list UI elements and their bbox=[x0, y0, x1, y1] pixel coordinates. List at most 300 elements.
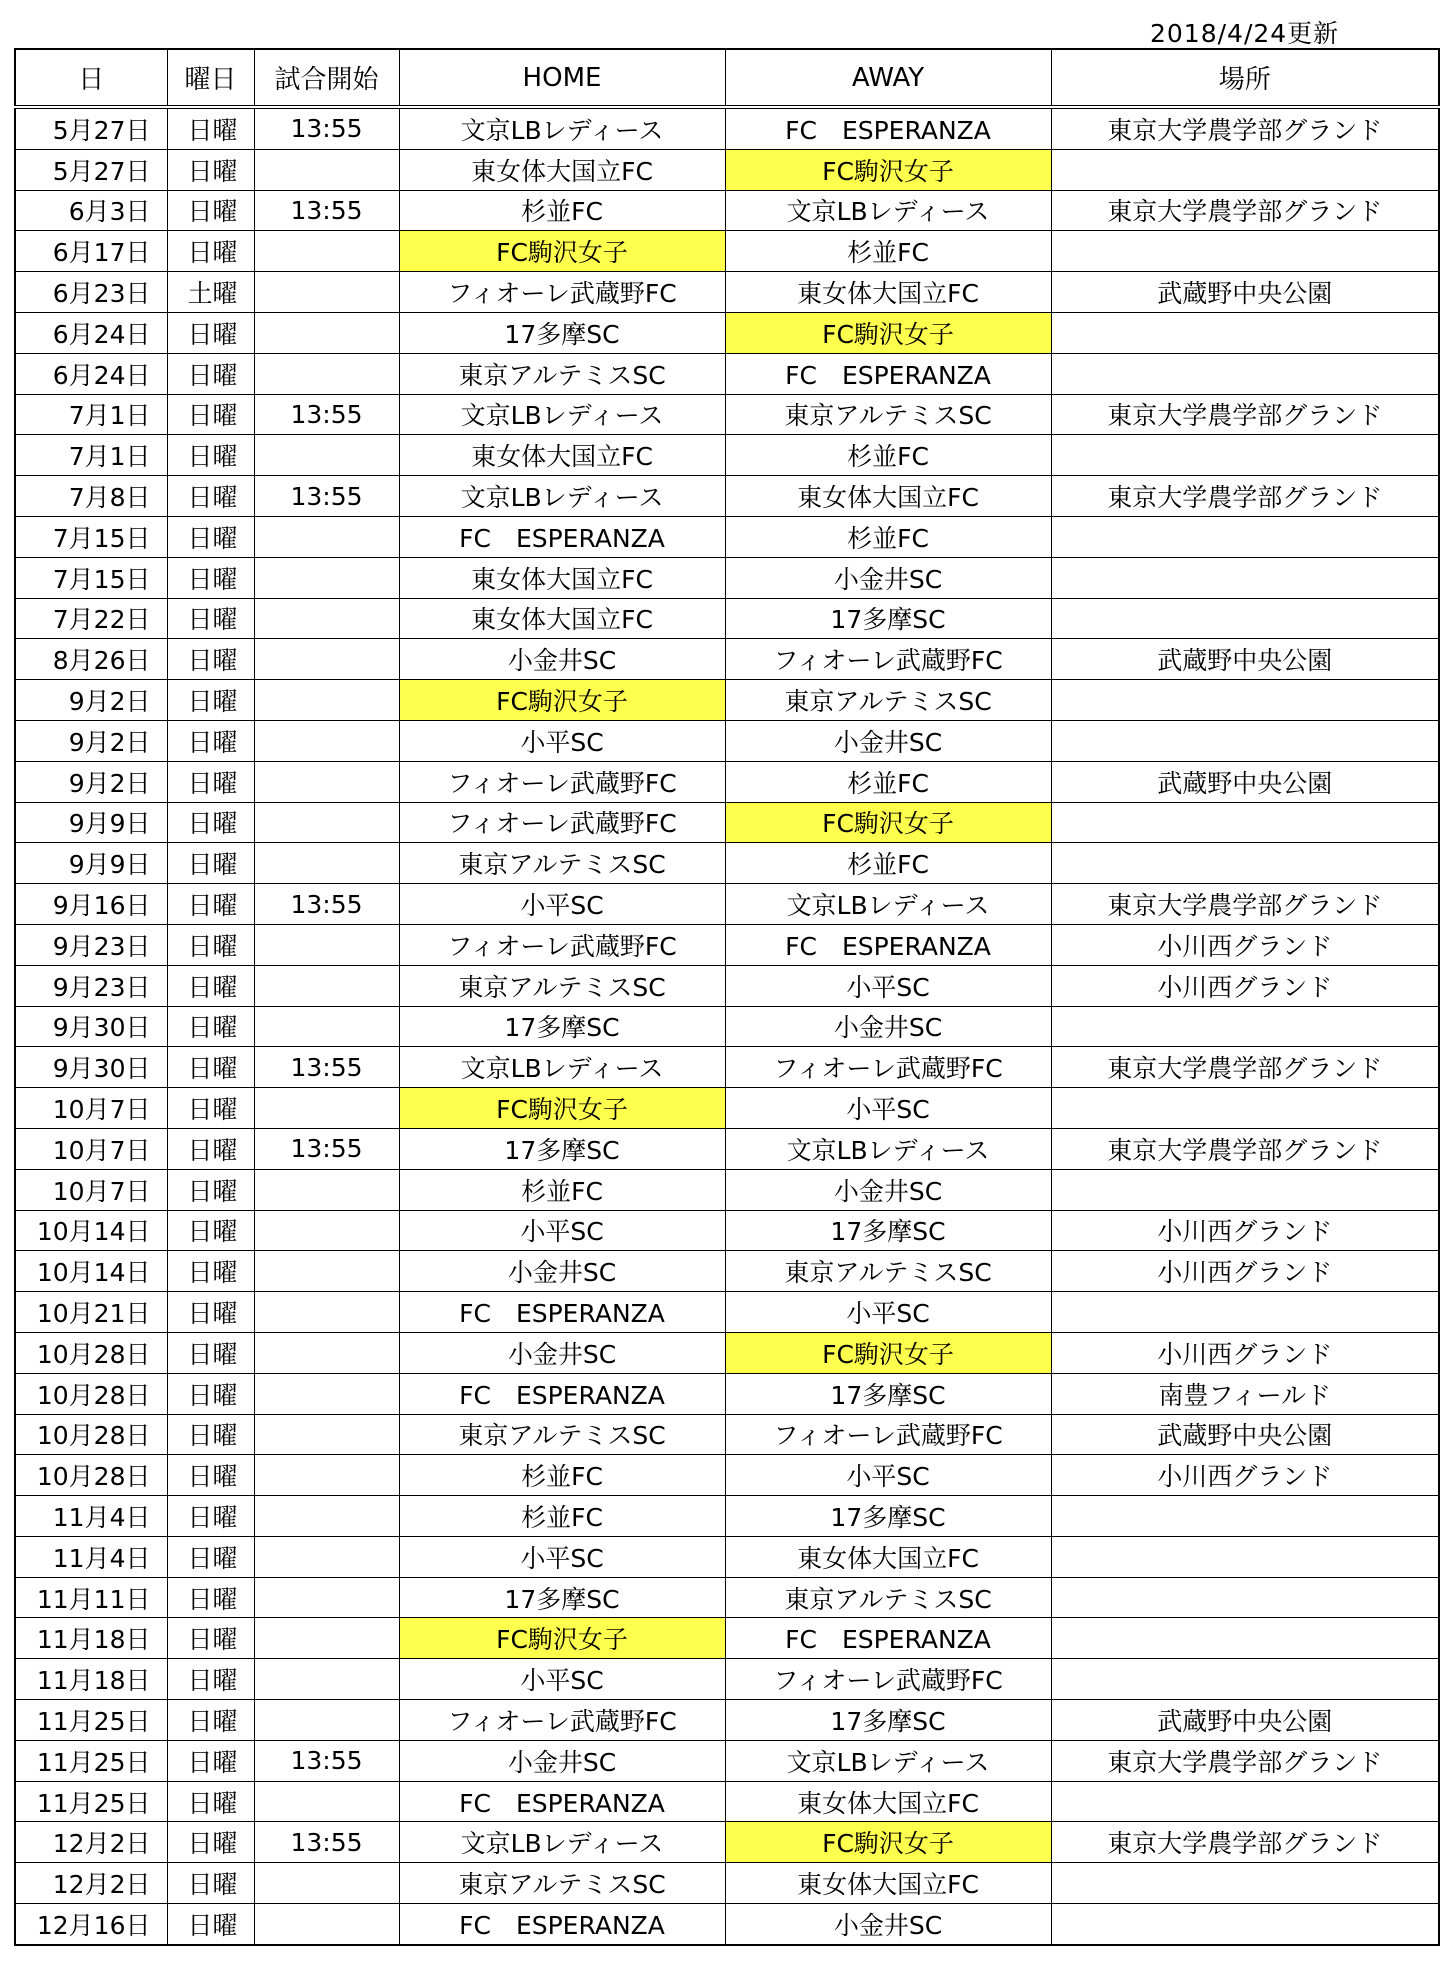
cell-kickoff: 13:55 bbox=[254, 1128, 399, 1169]
cell-date: 7月22日 bbox=[15, 598, 167, 639]
cell-date: 12月2日 bbox=[15, 1863, 167, 1904]
cell-away: FC ESPERANZA bbox=[725, 107, 1051, 149]
cell-away: 杉並FC bbox=[725, 231, 1051, 272]
cell-venue: 小川西グランド bbox=[1051, 1332, 1439, 1373]
cell-venue: 東京大学農学部グランド bbox=[1051, 394, 1439, 435]
cell-home: 東女体大国立FC bbox=[399, 598, 725, 639]
cell-date: 12月2日 bbox=[15, 1822, 167, 1863]
cell-date: 6月3日 bbox=[15, 190, 167, 231]
cell-kickoff bbox=[254, 1455, 399, 1496]
cell-kickoff bbox=[254, 1088, 399, 1129]
cell-date: 9月2日 bbox=[15, 761, 167, 802]
cell-home: 17多摩SC bbox=[399, 1128, 725, 1169]
cell-kickoff bbox=[254, 802, 399, 843]
cell-away: FC駒沢女子 bbox=[725, 1822, 1051, 1863]
cell-away: 東京アルテミスSC bbox=[725, 680, 1051, 721]
cell-day: 日曜 bbox=[167, 476, 254, 517]
cell-away: 小平SC bbox=[725, 1088, 1051, 1129]
table-row bbox=[15, 1740, 1439, 1781]
cell-date: 11月18日 bbox=[15, 1659, 167, 1700]
cell-home: 東京アルテミスSC bbox=[399, 843, 725, 884]
cell-kickoff bbox=[254, 1496, 399, 1537]
cell-kickoff bbox=[254, 1292, 399, 1333]
cell-venue bbox=[1051, 435, 1439, 476]
cell-kickoff bbox=[254, 1659, 399, 1700]
cell-home: 小平SC bbox=[399, 1659, 725, 1700]
cell-date: 10月7日 bbox=[15, 1088, 167, 1129]
cell-venue: 東京大学農学部グランド bbox=[1051, 1740, 1439, 1781]
table-row bbox=[15, 1210, 1439, 1251]
cell-away: 17多摩SC bbox=[725, 1496, 1051, 1537]
cell-kickoff bbox=[254, 639, 399, 680]
table-row bbox=[15, 107, 1439, 149]
cell-away: フィオーレ武蔵野FC bbox=[725, 639, 1051, 680]
table-row bbox=[15, 1292, 1439, 1333]
cell-away: 東京アルテミスSC bbox=[725, 1251, 1051, 1292]
cell-day: 日曜 bbox=[167, 639, 254, 680]
table-row bbox=[15, 1863, 1439, 1904]
cell-away: 小金井SC bbox=[725, 1006, 1051, 1047]
table-row bbox=[15, 1700, 1439, 1741]
cell-venue bbox=[1051, 843, 1439, 884]
cell-kickoff bbox=[254, 1618, 399, 1659]
cell-home: 小平SC bbox=[399, 1210, 725, 1251]
cell-away: 文京LBレディース bbox=[725, 1740, 1051, 1781]
cell-away: FC ESPERANZA bbox=[725, 353, 1051, 394]
cell-day: 日曜 bbox=[167, 720, 254, 761]
cell-kickoff bbox=[254, 1006, 399, 1047]
cell-date: 9月30日 bbox=[15, 1006, 167, 1047]
cell-venue bbox=[1051, 1577, 1439, 1618]
cell-away: 小平SC bbox=[725, 1292, 1051, 1333]
cell-kickoff bbox=[254, 1700, 399, 1741]
updated-date: 2018/4/24更新 bbox=[1150, 19, 1340, 48]
cell-date: 10月7日 bbox=[15, 1128, 167, 1169]
cell-venue bbox=[1051, 1904, 1439, 1945]
cell-date: 11月25日 bbox=[15, 1781, 167, 1822]
cell-kickoff: 13:55 bbox=[254, 1822, 399, 1863]
cell-day: 日曜 bbox=[167, 394, 254, 435]
cell-kickoff bbox=[254, 1904, 399, 1945]
cell-home: 東女体大国立FC bbox=[399, 557, 725, 598]
cell-home: FC ESPERANZA bbox=[399, 1781, 725, 1822]
cell-home: フィオーレ武蔵野FC bbox=[399, 924, 725, 965]
cell-away: 小金井SC bbox=[725, 1169, 1051, 1210]
cell-venue: 武蔵野中央公園 bbox=[1051, 639, 1439, 680]
cell-date: 10月14日 bbox=[15, 1251, 167, 1292]
cell-day: 日曜 bbox=[167, 1332, 254, 1373]
table-row bbox=[15, 557, 1439, 598]
cell-home: 東京アルテミスSC bbox=[399, 1863, 725, 1904]
cell-date: 9月2日 bbox=[15, 680, 167, 721]
cell-date: 5月27日 bbox=[15, 149, 167, 190]
cell-kickoff bbox=[254, 1251, 399, 1292]
cell-date: 9月16日 bbox=[15, 884, 167, 925]
cell-date: 10月7日 bbox=[15, 1169, 167, 1210]
cell-kickoff bbox=[254, 272, 399, 313]
cell-home: 17多摩SC bbox=[399, 1577, 725, 1618]
cell-kickoff: 13:55 bbox=[254, 1740, 399, 1781]
cell-day: 日曜 bbox=[167, 802, 254, 843]
cell-home: 小金井SC bbox=[399, 1332, 725, 1373]
cell-venue bbox=[1051, 1088, 1439, 1129]
cell-home: 小金井SC bbox=[399, 1740, 725, 1781]
cell-day: 日曜 bbox=[167, 924, 254, 965]
table-row bbox=[15, 1904, 1439, 1945]
cell-away: FC ESPERANZA bbox=[725, 924, 1051, 965]
cell-date: 11月4日 bbox=[15, 1536, 167, 1577]
table-row bbox=[15, 965, 1439, 1006]
cell-kickoff bbox=[254, 1210, 399, 1251]
cell-venue: 小川西グランド bbox=[1051, 1251, 1439, 1292]
header-row bbox=[15, 49, 1439, 107]
cell-day: 日曜 bbox=[167, 312, 254, 353]
cell-day: 日曜 bbox=[167, 1047, 254, 1088]
cell-kickoff bbox=[254, 843, 399, 884]
cell-away: 杉並FC bbox=[725, 761, 1051, 802]
table-row bbox=[15, 1496, 1439, 1537]
cell-home: 文京LBレディース bbox=[399, 476, 725, 517]
cell-kickoff: 13:55 bbox=[254, 884, 399, 925]
cell-venue bbox=[1051, 1496, 1439, 1537]
cell-home: 東京アルテミスSC bbox=[399, 353, 725, 394]
cell-date: 7月15日 bbox=[15, 557, 167, 598]
table-row bbox=[15, 680, 1439, 721]
cell-kickoff bbox=[254, 680, 399, 721]
cell-home: フィオーレ武蔵野FC bbox=[399, 761, 725, 802]
table-row bbox=[15, 884, 1439, 925]
cell-day: 日曜 bbox=[167, 1006, 254, 1047]
cell-venue: 小川西グランド bbox=[1051, 965, 1439, 1006]
cell-away: 文京LBレディース bbox=[725, 190, 1051, 231]
cell-away: FC駒沢女子 bbox=[725, 312, 1051, 353]
cell-date: 10月21日 bbox=[15, 1292, 167, 1333]
table-row bbox=[15, 516, 1439, 557]
cell-away: 17多摩SC bbox=[725, 1373, 1051, 1414]
cell-kickoff bbox=[254, 149, 399, 190]
table-row bbox=[15, 1332, 1439, 1373]
cell-away: 文京LBレディース bbox=[725, 1128, 1051, 1169]
cell-day: 日曜 bbox=[167, 680, 254, 721]
cell-date: 10月14日 bbox=[15, 1210, 167, 1251]
cell-kickoff bbox=[254, 924, 399, 965]
cell-day: 日曜 bbox=[167, 107, 254, 149]
cell-venue bbox=[1051, 1169, 1439, 1210]
table-row bbox=[15, 761, 1439, 802]
table-row bbox=[15, 1088, 1439, 1129]
cell-kickoff bbox=[254, 516, 399, 557]
cell-home: FC駒沢女子 bbox=[399, 1618, 725, 1659]
cell-home: フィオーレ武蔵野FC bbox=[399, 802, 725, 843]
cell-venue bbox=[1051, 1659, 1439, 1700]
cell-venue: 東京大学農学部グランド bbox=[1051, 1128, 1439, 1169]
cell-home: 杉並FC bbox=[399, 1496, 725, 1537]
cell-home: フィオーレ武蔵野FC bbox=[399, 272, 725, 313]
cell-away: FC ESPERANZA bbox=[725, 1618, 1051, 1659]
cell-day: 日曜 bbox=[167, 1740, 254, 1781]
col-header-venue: 場所 bbox=[1051, 49, 1439, 107]
cell-venue: 武蔵野中央公園 bbox=[1051, 272, 1439, 313]
cell-day: 日曜 bbox=[167, 149, 254, 190]
cell-day: 日曜 bbox=[167, 598, 254, 639]
table-row bbox=[15, 312, 1439, 353]
cell-kickoff bbox=[254, 231, 399, 272]
table-row bbox=[15, 476, 1439, 517]
cell-home: フィオーレ武蔵野FC bbox=[399, 1700, 725, 1741]
cell-away: 17多摩SC bbox=[725, 598, 1051, 639]
cell-day: 土曜 bbox=[167, 272, 254, 313]
cell-home: FC駒沢女子 bbox=[399, 231, 725, 272]
cell-venue bbox=[1051, 1292, 1439, 1333]
cell-date: 8月26日 bbox=[15, 639, 167, 680]
cell-home: 東京アルテミスSC bbox=[399, 965, 725, 1006]
cell-venue bbox=[1051, 802, 1439, 843]
cell-day: 日曜 bbox=[167, 516, 254, 557]
cell-away: 東京アルテミスSC bbox=[725, 394, 1051, 435]
cell-day: 日曜 bbox=[167, 435, 254, 476]
cell-day: 日曜 bbox=[167, 761, 254, 802]
cell-kickoff bbox=[254, 1414, 399, 1455]
col-header-home: HOME bbox=[399, 49, 725, 107]
cell-venue: 東京大学農学部グランド bbox=[1051, 476, 1439, 517]
cell-away: 17多摩SC bbox=[725, 1210, 1051, 1251]
table-row bbox=[15, 1536, 1439, 1577]
cell-away: フィオーレ武蔵野FC bbox=[725, 1659, 1051, 1700]
cell-venue bbox=[1051, 557, 1439, 598]
cell-venue bbox=[1051, 1781, 1439, 1822]
cell-home: 17多摩SC bbox=[399, 1006, 725, 1047]
cell-day: 日曜 bbox=[167, 1618, 254, 1659]
table-row bbox=[15, 1822, 1439, 1863]
cell-away: 17多摩SC bbox=[725, 1700, 1051, 1741]
cell-home: 杉並FC bbox=[399, 1455, 725, 1496]
cell-day: 日曜 bbox=[167, 557, 254, 598]
cell-kickoff bbox=[254, 720, 399, 761]
cell-kickoff bbox=[254, 1863, 399, 1904]
cell-date: 9月23日 bbox=[15, 965, 167, 1006]
cell-kickoff bbox=[254, 1332, 399, 1373]
cell-venue: 東京大学農学部グランド bbox=[1051, 1047, 1439, 1088]
cell-venue: 武蔵野中央公園 bbox=[1051, 1414, 1439, 1455]
cell-venue bbox=[1051, 720, 1439, 761]
table-row bbox=[15, 1169, 1439, 1210]
table-row bbox=[15, 1659, 1439, 1700]
cell-away: 小平SC bbox=[725, 1455, 1051, 1496]
cell-day: 日曜 bbox=[167, 190, 254, 231]
cell-venue bbox=[1051, 516, 1439, 557]
col-header-day: 曜日 bbox=[167, 49, 254, 107]
cell-home: 小平SC bbox=[399, 884, 725, 925]
cell-date: 9月30日 bbox=[15, 1047, 167, 1088]
cell-date: 11月25日 bbox=[15, 1700, 167, 1741]
cell-away: FC駒沢女子 bbox=[725, 1332, 1051, 1373]
table-row bbox=[15, 1373, 1439, 1414]
cell-kickoff bbox=[254, 1169, 399, 1210]
cell-kickoff bbox=[254, 435, 399, 476]
cell-away: 東女体大国立FC bbox=[725, 1863, 1051, 1904]
table-row bbox=[15, 394, 1439, 435]
cell-date: 6月23日 bbox=[15, 272, 167, 313]
cell-home: 文京LBレディース bbox=[399, 1047, 725, 1088]
cell-home: 東女体大国立FC bbox=[399, 435, 725, 476]
cell-kickoff: 13:55 bbox=[254, 107, 399, 149]
table-row bbox=[15, 1618, 1439, 1659]
cell-away: 杉並FC bbox=[725, 843, 1051, 884]
cell-venue: 東京大学農学部グランド bbox=[1051, 884, 1439, 925]
cell-venue: 小川西グランド bbox=[1051, 1210, 1439, 1251]
cell-home: FC ESPERANZA bbox=[399, 1292, 725, 1333]
cell-away: 東女体大国立FC bbox=[725, 272, 1051, 313]
cell-kickoff bbox=[254, 312, 399, 353]
cell-venue bbox=[1051, 353, 1439, 394]
table-row bbox=[15, 1251, 1439, 1292]
cell-date: 11月4日 bbox=[15, 1496, 167, 1537]
cell-kickoff: 13:55 bbox=[254, 190, 399, 231]
cell-home: FC駒沢女子 bbox=[399, 680, 725, 721]
cell-date: 6月17日 bbox=[15, 231, 167, 272]
cell-day: 日曜 bbox=[167, 965, 254, 1006]
table-row bbox=[15, 190, 1439, 231]
cell-kickoff bbox=[254, 1536, 399, 1577]
cell-away: FC駒沢女子 bbox=[725, 149, 1051, 190]
cell-day: 日曜 bbox=[167, 1251, 254, 1292]
cell-date: 11月18日 bbox=[15, 1618, 167, 1659]
cell-venue: 東京大学農学部グランド bbox=[1051, 1822, 1439, 1863]
cell-day: 日曜 bbox=[167, 1822, 254, 1863]
col-header-date: 日 bbox=[15, 49, 167, 107]
cell-away: フィオーレ武蔵野FC bbox=[725, 1047, 1051, 1088]
cell-kickoff bbox=[254, 965, 399, 1006]
cell-date: 7月1日 bbox=[15, 435, 167, 476]
cell-date: 9月9日 bbox=[15, 843, 167, 884]
cell-home: 文京LBレディース bbox=[399, 1822, 725, 1863]
table-row bbox=[15, 802, 1439, 843]
table-row bbox=[15, 1047, 1439, 1088]
cell-home: FC ESPERANZA bbox=[399, 516, 725, 557]
cell-day: 日曜 bbox=[167, 1781, 254, 1822]
cell-away: 小金井SC bbox=[725, 1904, 1051, 1945]
cell-away: 小平SC bbox=[725, 965, 1051, 1006]
cell-day: 日曜 bbox=[167, 1577, 254, 1618]
cell-date: 9月9日 bbox=[15, 802, 167, 843]
cell-venue bbox=[1051, 1863, 1439, 1904]
table-row bbox=[15, 353, 1439, 394]
col-header-away: AWAY bbox=[725, 49, 1051, 107]
cell-kickoff bbox=[254, 1577, 399, 1618]
cell-day: 日曜 bbox=[167, 884, 254, 925]
cell-day: 日曜 bbox=[167, 1414, 254, 1455]
table-row bbox=[15, 1781, 1439, 1822]
cell-kickoff: 13:55 bbox=[254, 1047, 399, 1088]
cell-home: 東女体大国立FC bbox=[399, 149, 725, 190]
cell-day: 日曜 bbox=[167, 843, 254, 884]
cell-home: 小金井SC bbox=[399, 1251, 725, 1292]
cell-kickoff: 13:55 bbox=[254, 394, 399, 435]
cell-venue bbox=[1051, 312, 1439, 353]
cell-venue: 東京大学農学部グランド bbox=[1051, 190, 1439, 231]
cell-date: 11月11日 bbox=[15, 1577, 167, 1618]
cell-away: 東女体大国立FC bbox=[725, 1781, 1051, 1822]
table-row bbox=[15, 598, 1439, 639]
cell-kickoff: 13:55 bbox=[254, 476, 399, 517]
cell-venue: 南豊フィールド bbox=[1051, 1373, 1439, 1414]
cell-away: フィオーレ武蔵野FC bbox=[725, 1414, 1051, 1455]
cell-venue: 武蔵野中央公園 bbox=[1051, 1700, 1439, 1741]
cell-date: 11月25日 bbox=[15, 1740, 167, 1781]
table-row bbox=[15, 1006, 1439, 1047]
cell-home: 東京アルテミスSC bbox=[399, 1414, 725, 1455]
cell-day: 日曜 bbox=[167, 1088, 254, 1129]
cell-venue bbox=[1051, 598, 1439, 639]
match-schedule-table bbox=[14, 48, 1440, 1946]
cell-kickoff bbox=[254, 1373, 399, 1414]
cell-home: 文京LBレディース bbox=[399, 394, 725, 435]
cell-day: 日曜 bbox=[167, 1169, 254, 1210]
cell-home: FC駒沢女子 bbox=[399, 1088, 725, 1129]
cell-away: 東女体大国立FC bbox=[725, 476, 1051, 517]
schedule-body bbox=[15, 107, 1439, 1945]
cell-day: 日曜 bbox=[167, 1496, 254, 1537]
cell-day: 日曜 bbox=[167, 231, 254, 272]
cell-day: 日曜 bbox=[167, 1128, 254, 1169]
cell-venue bbox=[1051, 231, 1439, 272]
cell-day: 日曜 bbox=[167, 353, 254, 394]
cell-venue bbox=[1051, 1618, 1439, 1659]
table-row bbox=[15, 1414, 1439, 1455]
cell-day: 日曜 bbox=[167, 1659, 254, 1700]
cell-date: 6月24日 bbox=[15, 353, 167, 394]
cell-home: FC ESPERANZA bbox=[399, 1904, 725, 1945]
cell-day: 日曜 bbox=[167, 1863, 254, 1904]
cell-venue bbox=[1051, 1006, 1439, 1047]
table-row bbox=[15, 1128, 1439, 1169]
table-row bbox=[15, 231, 1439, 272]
cell-kickoff bbox=[254, 1781, 399, 1822]
table-row bbox=[15, 924, 1439, 965]
cell-day: 日曜 bbox=[167, 1904, 254, 1945]
cell-home: 文京LBレディース bbox=[399, 107, 725, 149]
cell-away: 東京アルテミスSC bbox=[725, 1577, 1051, 1618]
cell-away: 文京LBレディース bbox=[725, 884, 1051, 925]
cell-date: 10月28日 bbox=[15, 1332, 167, 1373]
cell-home: 小平SC bbox=[399, 720, 725, 761]
cell-home: FC ESPERANZA bbox=[399, 1373, 725, 1414]
cell-venue bbox=[1051, 680, 1439, 721]
cell-date: 10月28日 bbox=[15, 1455, 167, 1496]
cell-kickoff bbox=[254, 598, 399, 639]
table-row bbox=[15, 843, 1439, 884]
cell-away: 杉並FC bbox=[725, 516, 1051, 557]
cell-date: 10月28日 bbox=[15, 1414, 167, 1455]
cell-day: 日曜 bbox=[167, 1700, 254, 1741]
cell-day: 日曜 bbox=[167, 1210, 254, 1251]
cell-home: 小平SC bbox=[399, 1536, 725, 1577]
cell-kickoff bbox=[254, 557, 399, 598]
cell-date: 9月23日 bbox=[15, 924, 167, 965]
cell-venue: 東京大学農学部グランド bbox=[1051, 107, 1439, 149]
cell-day: 日曜 bbox=[167, 1292, 254, 1333]
cell-day: 日曜 bbox=[167, 1455, 254, 1496]
cell-venue: 小川西グランド bbox=[1051, 924, 1439, 965]
cell-away: 東女体大国立FC bbox=[725, 1536, 1051, 1577]
table-row bbox=[15, 1577, 1439, 1618]
table-row bbox=[15, 435, 1439, 476]
table-row bbox=[15, 1455, 1439, 1496]
cell-date: 6月24日 bbox=[15, 312, 167, 353]
cell-date: 7月1日 bbox=[15, 394, 167, 435]
cell-date: 10月28日 bbox=[15, 1373, 167, 1414]
cell-away: FC駒沢女子 bbox=[725, 802, 1051, 843]
